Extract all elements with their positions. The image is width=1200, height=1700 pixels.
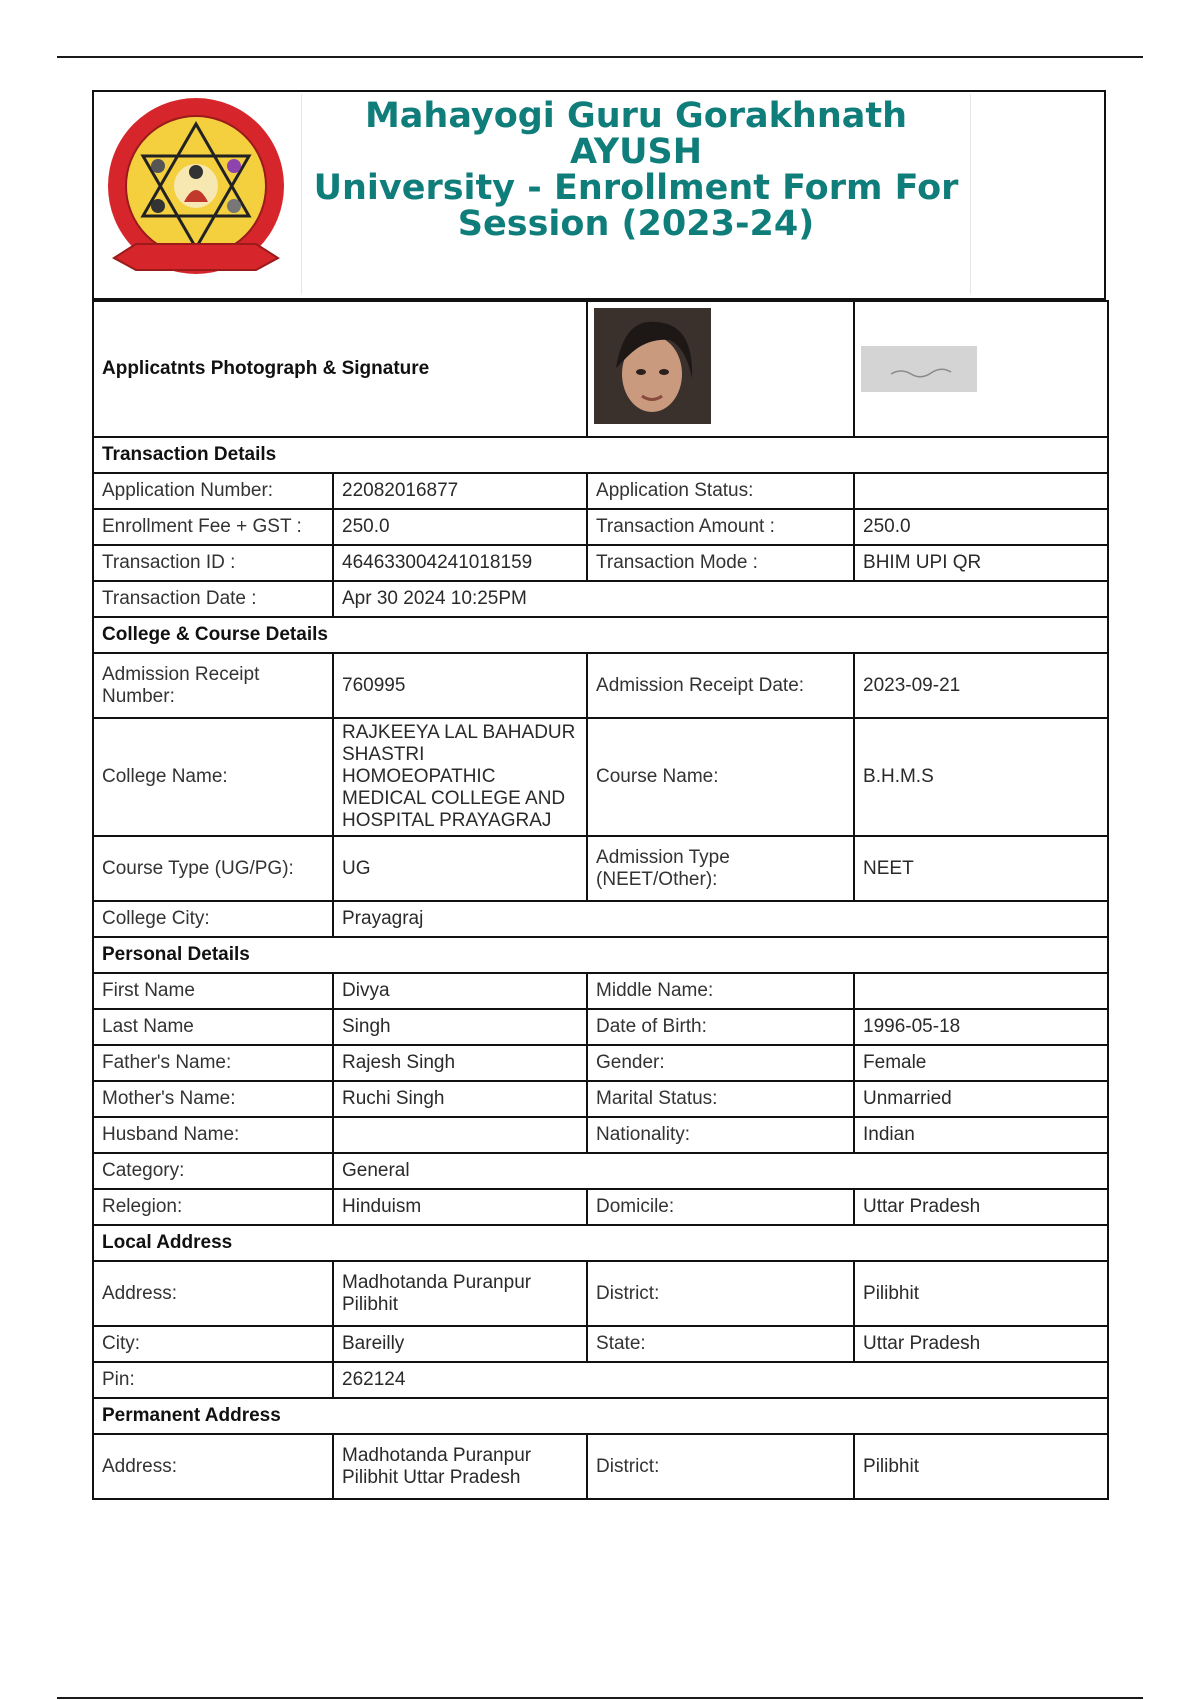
photo-signature-label: Applicatnts Photograph & Signature [93,301,587,437]
title-line-1: Mahayogi Guru Gorakhnath AYUSH [364,96,908,172]
college-name-label: College Name: [93,718,333,836]
category-value: General [333,1153,1108,1189]
title-divider [970,94,971,294]
university-seal-logo [96,94,296,296]
local-address-value: Madhotanda Puranpur Pilibhit [333,1261,587,1326]
domicile-label: Domicile: [587,1189,854,1225]
college-city-label: College City: [93,901,333,937]
nationality-value: Indian [854,1117,1108,1153]
local-address-label: Address: [93,1261,333,1326]
table-row [93,1009,1108,1045]
middle-name-label: Middle Name: [587,973,854,1009]
bottom-rule [57,1697,1143,1699]
permanent-address-value: Madhotanda Puranpur Pilibhit Uttar Pradesh [333,1434,587,1499]
transaction-mode-value: BHIM UPI QR [854,545,1108,581]
application-number-label: Application Number: [93,473,333,509]
application-status-label: Application Status: [587,473,854,509]
form-header [92,90,1106,301]
applicant-signature [861,346,977,392]
local-state-label: State: [587,1326,854,1362]
marital-status-value: Unmarried [854,1081,1108,1117]
marital-status-label: Marital Status: [587,1081,854,1117]
section-transaction-details: Transaction Details [93,437,1108,473]
table-row [93,836,1108,901]
admission-type-value: NEET [854,836,1108,901]
course-name-label: Course Name: [587,718,854,836]
table-row [93,545,1108,581]
transaction-date-value: Apr 30 2024 10:25PM [333,581,1108,617]
transaction-date-label: Transaction Date : [93,581,333,617]
permanent-district-value: Pilibhit [854,1434,1108,1499]
enrollment-form-table [92,300,1109,1500]
husband-name-value [333,1117,587,1153]
table-row [93,581,1108,617]
admission-receipt-date-value: 2023-09-21 [854,653,1108,718]
nationality-label: Nationality: [587,1117,854,1153]
middle-name-value [854,973,1108,1009]
local-city-label: City: [93,1326,333,1362]
local-district-label: District: [587,1261,854,1326]
date-of-birth-label: Date of Birth: [587,1009,854,1045]
local-district-value: Pilibhit [854,1261,1108,1326]
table-row [93,473,1108,509]
table-row [93,1153,1108,1189]
religion-label: Relegion: [93,1189,333,1225]
table-row [93,1261,1108,1326]
category-label: Category: [93,1153,333,1189]
photo-signature-row [93,301,1108,437]
transaction-amount-label: Transaction Amount : [587,509,854,545]
table-row [93,718,1108,836]
table-row [93,653,1108,718]
mother-name-label: Mother's Name: [93,1081,333,1117]
table-row [93,1081,1108,1117]
mother-name-value: Ruchi Singh [333,1081,587,1117]
local-state-value: Uttar Pradesh [854,1326,1108,1362]
transaction-amount-value: 250.0 [854,509,1108,545]
college-name-value: RAJKEEYA LAL BAHADUR SHASTRI HOMOEOPATHIC MEDICAL COLLEGE AND HOSPITAL PRAYAGRAJ [333,718,587,836]
title-line-2: University - Enrollment Form For [313,168,959,208]
table-row [93,1045,1108,1081]
father-name-value: Rajesh Singh [333,1045,587,1081]
table-row [93,973,1108,1009]
applicant-signature-cell [854,301,1108,437]
section-personal-details: Personal Details [93,937,1108,973]
local-city-value: Bareilly [333,1326,587,1362]
application-number-value: 22082016877 [333,473,587,509]
transaction-mode-label: Transaction Mode : [587,545,854,581]
table-row [93,1362,1108,1398]
course-type-label: Course Type (UG/PG): [93,836,333,901]
page-title [306,98,966,242]
gender-label: Gender: [587,1045,854,1081]
table-row [93,1117,1108,1153]
last-name-label: Last Name [93,1009,333,1045]
first-name-value: Divya [333,973,587,1009]
section-local-address: Local Address [93,1225,1108,1261]
course-type-value: UG [333,836,587,901]
admission-type-label: Admission Type (NEET/Other): [587,836,854,901]
table-row [93,1326,1108,1362]
transaction-id-label: Transaction ID : [93,545,333,581]
domicile-value: Uttar Pradesh [854,1189,1108,1225]
enrollment-fee-value: 250.0 [333,509,587,545]
table-row [93,901,1108,937]
local-pin-value: 262124 [333,1362,1108,1398]
religion-value: Hinduism [333,1189,587,1225]
husband-name-label: Husband Name: [93,1117,333,1153]
local-pin-label: Pin: [93,1362,333,1398]
admission-receipt-number-label: Admission Receipt Number: [93,653,333,718]
title-line-3: Session (2023-24) [457,204,815,244]
table-row [93,1189,1108,1225]
applicant-photo-cell [587,301,854,437]
college-city-value: Prayagraj [333,901,1108,937]
gender-value: Female [854,1045,1108,1081]
last-name-value: Singh [333,1009,587,1045]
section-college-course-details: College & Course Details [93,617,1108,653]
applicant-photo [594,308,711,424]
enrollment-fee-label: Enrollment Fee + GST : [93,509,333,545]
logo-divider [301,94,302,294]
section-permanent-address: Permanent Address [93,1398,1108,1434]
date-of-birth-value: 1996-05-18 [854,1009,1108,1045]
admission-receipt-number-value: 760995 [333,653,587,718]
table-row [93,509,1108,545]
application-status-value [854,473,1108,509]
permanent-district-label: District: [587,1434,854,1499]
permanent-address-label: Address: [93,1434,333,1499]
course-name-value: B.H.M.S [854,718,1108,836]
first-name-label: First Name [93,973,333,1009]
admission-receipt-date-label: Admission Receipt Date: [587,653,854,718]
top-rule [57,56,1143,58]
table-row [93,1434,1108,1499]
transaction-id-value: 464633004241018159 [333,545,587,581]
father-name-label: Father's Name: [93,1045,333,1081]
